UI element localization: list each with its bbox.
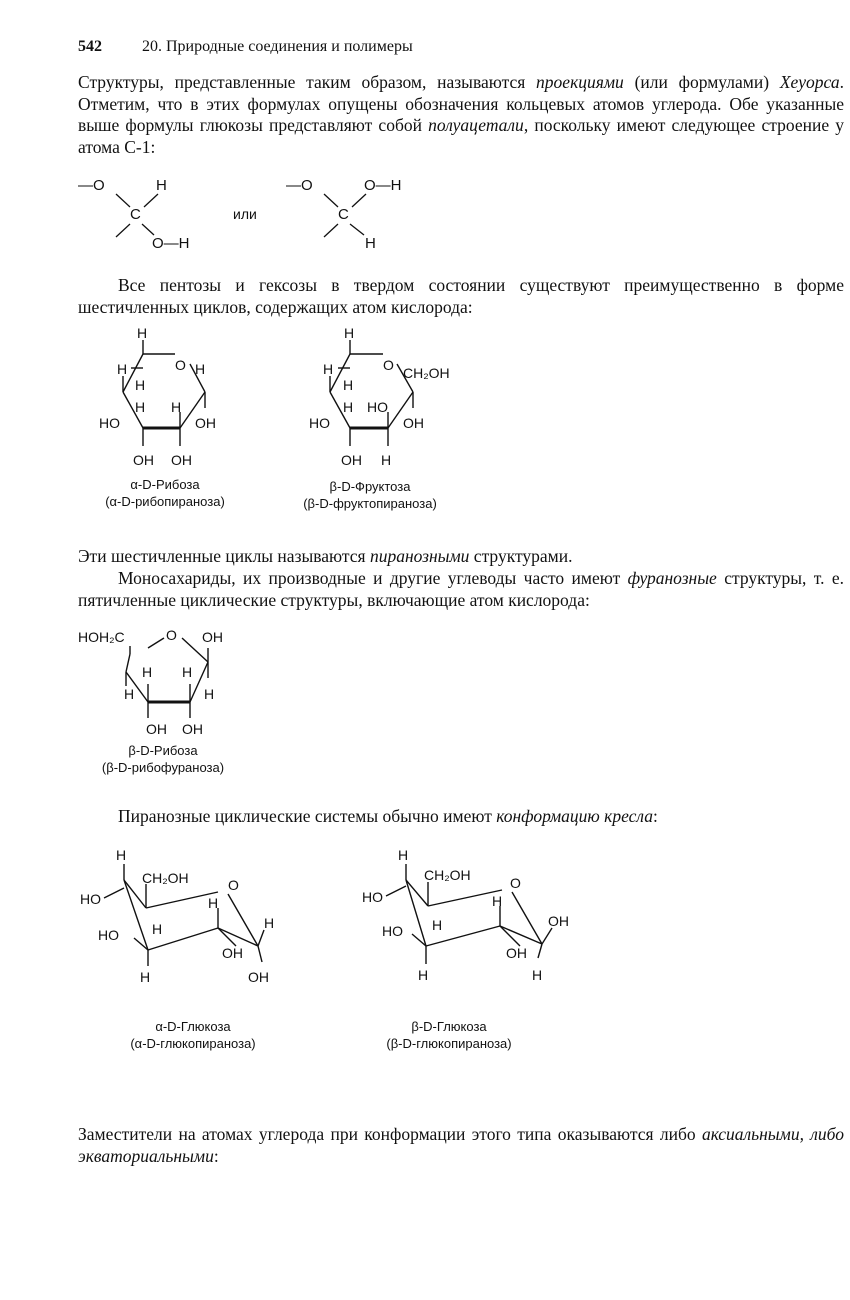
svg-text:OH: OH	[222, 945, 243, 961]
svg-text:OH: OH	[341, 452, 362, 468]
svg-text:H: H	[182, 664, 193, 680]
svg-text:OH: OH	[403, 415, 424, 431]
paragraph-haworth: Структуры, представленные таким образом, называются проекциями (или формулами) Хеуорса. Отметим, что в этих формулах опущены обозначения кольцевых атомов углерода. Обе указанные выше формулы глюкозы представляют собой полуацетали, поскольку имеют следующее строение у атома С-1:	[78, 72, 844, 157]
svg-text:OH: OH	[182, 721, 203, 737]
svg-text:H: H	[381, 452, 392, 468]
svg-text:H: H	[343, 377, 354, 393]
alpha-glucopyranose-caption: α-D-Глюкоза (α-D-глюкопираноза)	[130, 1019, 256, 1051]
svg-text:H: H	[344, 328, 355, 341]
ribofuranose-caption: β-D-Рибоза (β-D-рибофураноза)	[101, 743, 225, 775]
svg-text:H: H	[152, 921, 163, 937]
svg-text:HO: HO	[309, 415, 330, 431]
right-h: H	[365, 235, 376, 252]
svg-text:H: H	[418, 967, 429, 983]
svg-text:OH: OH	[202, 629, 223, 645]
svg-text:HO: HO	[80, 891, 101, 907]
beta-glucopyranose-caption: β-D-Глюкоза (β-D-глюкопираноза)	[386, 1019, 512, 1051]
svg-text:HO: HO	[382, 923, 403, 939]
svg-text:H: H	[208, 895, 219, 911]
svg-text:O: O	[510, 875, 521, 891]
svg-text:H: H	[398, 847, 409, 863]
hemiacetal-figure	[78, 172, 438, 257]
svg-text:O: O	[383, 357, 394, 373]
paragraph-chair-conformation: Пиранозные циклические системы обычно имеют конформацию кресла:	[118, 806, 658, 826]
svg-text:H: H	[195, 361, 206, 377]
svg-text:O: O	[166, 627, 177, 643]
alpha-glucopyranose-chair	[78, 846, 298, 991]
page-header	[78, 38, 413, 56]
chapter-title: 20. Природные соединения и полимеры	[142, 38, 413, 55]
svg-text:OH: OH	[506, 945, 527, 961]
left-o-top: —O	[78, 177, 105, 194]
svg-text:H: H	[264, 915, 275, 931]
svg-text:HO: HO	[367, 399, 388, 415]
svg-text:H: H	[137, 328, 148, 341]
svg-text:HO: HO	[98, 927, 119, 943]
svg-text:H: H	[432, 917, 443, 933]
left-oh: O—H	[152, 235, 190, 252]
svg-text:H: H	[492, 893, 503, 909]
svg-text:OH: OH	[146, 721, 167, 737]
svg-text:H: H	[204, 686, 215, 702]
paragraph-pyranose-term: Эти шестичленные циклы называются пиранозными структурами.	[78, 546, 573, 566]
svg-text:O: O	[228, 877, 239, 893]
or-label: или	[233, 206, 257, 222]
svg-text:OH: OH	[195, 415, 216, 431]
svg-text:OH: OH	[171, 452, 192, 468]
svg-text:HO: HO	[99, 415, 120, 431]
right-carbon: C	[338, 206, 349, 223]
svg-text:H: H	[142, 664, 153, 680]
svg-text:CH₂OH: CH₂OH	[403, 365, 450, 381]
svg-text:H: H	[140, 969, 151, 985]
svg-text:HO: HO	[362, 889, 383, 905]
svg-text:H: H	[117, 361, 128, 377]
svg-text:HOH₂C: HOH₂C	[78, 629, 125, 645]
svg-text:H: H	[532, 967, 543, 983]
svg-text:H: H	[135, 377, 146, 393]
svg-text:OH: OH	[133, 452, 154, 468]
fructopyranose-caption: β-D-Фруктоза (β-D-фруктопираноза)	[303, 479, 437, 511]
fructopyranose-structure	[305, 328, 475, 473]
right-oh-top: O—H	[364, 177, 402, 194]
page-number: 542	[78, 38, 102, 55]
ribopyranose-caption: α-D-Рибоза (α-D-рибопираноза)	[105, 477, 225, 509]
left-h-top: H	[156, 177, 167, 194]
beta-glucopyranose-chair	[362, 846, 582, 991]
svg-text:H: H	[343, 399, 354, 415]
svg-text:OH: OH	[248, 969, 269, 985]
ribopyranose-structure	[95, 328, 245, 473]
svg-text:H: H	[135, 399, 146, 415]
svg-text:H: H	[323, 361, 334, 377]
svg-text:H: H	[124, 686, 135, 702]
svg-text:H: H	[171, 399, 182, 415]
svg-text:CH₂OH: CH₂OH	[424, 867, 471, 883]
paragraph-axial-equatorial: Заместители на атомах углерода при конформации этого типа оказываются либо аксиальными, либо экваториальными:	[78, 1124, 844, 1166]
svg-text:CH₂OH: CH₂OH	[142, 870, 189, 886]
paragraph-pyranose-intro: Все пентозы и гексозы в твердом состоянии существуют преимущественно в форме шестичленных циклов, содержащих атом кислорода:	[78, 275, 844, 317]
svg-text:O: O	[175, 357, 186, 373]
paragraph-furanose-intro: Моносахариды, их производные и другие углеводы часто имеют фуранозные структуры, т. е. пятичленные циклические структуры, включающие атом кислорода:	[78, 568, 844, 610]
svg-text:OH: OH	[548, 913, 569, 929]
svg-text:H: H	[116, 847, 127, 863]
ribofuranose-structure	[78, 622, 258, 742]
right-o-top: —O	[286, 177, 313, 194]
left-carbon: C	[130, 206, 141, 223]
